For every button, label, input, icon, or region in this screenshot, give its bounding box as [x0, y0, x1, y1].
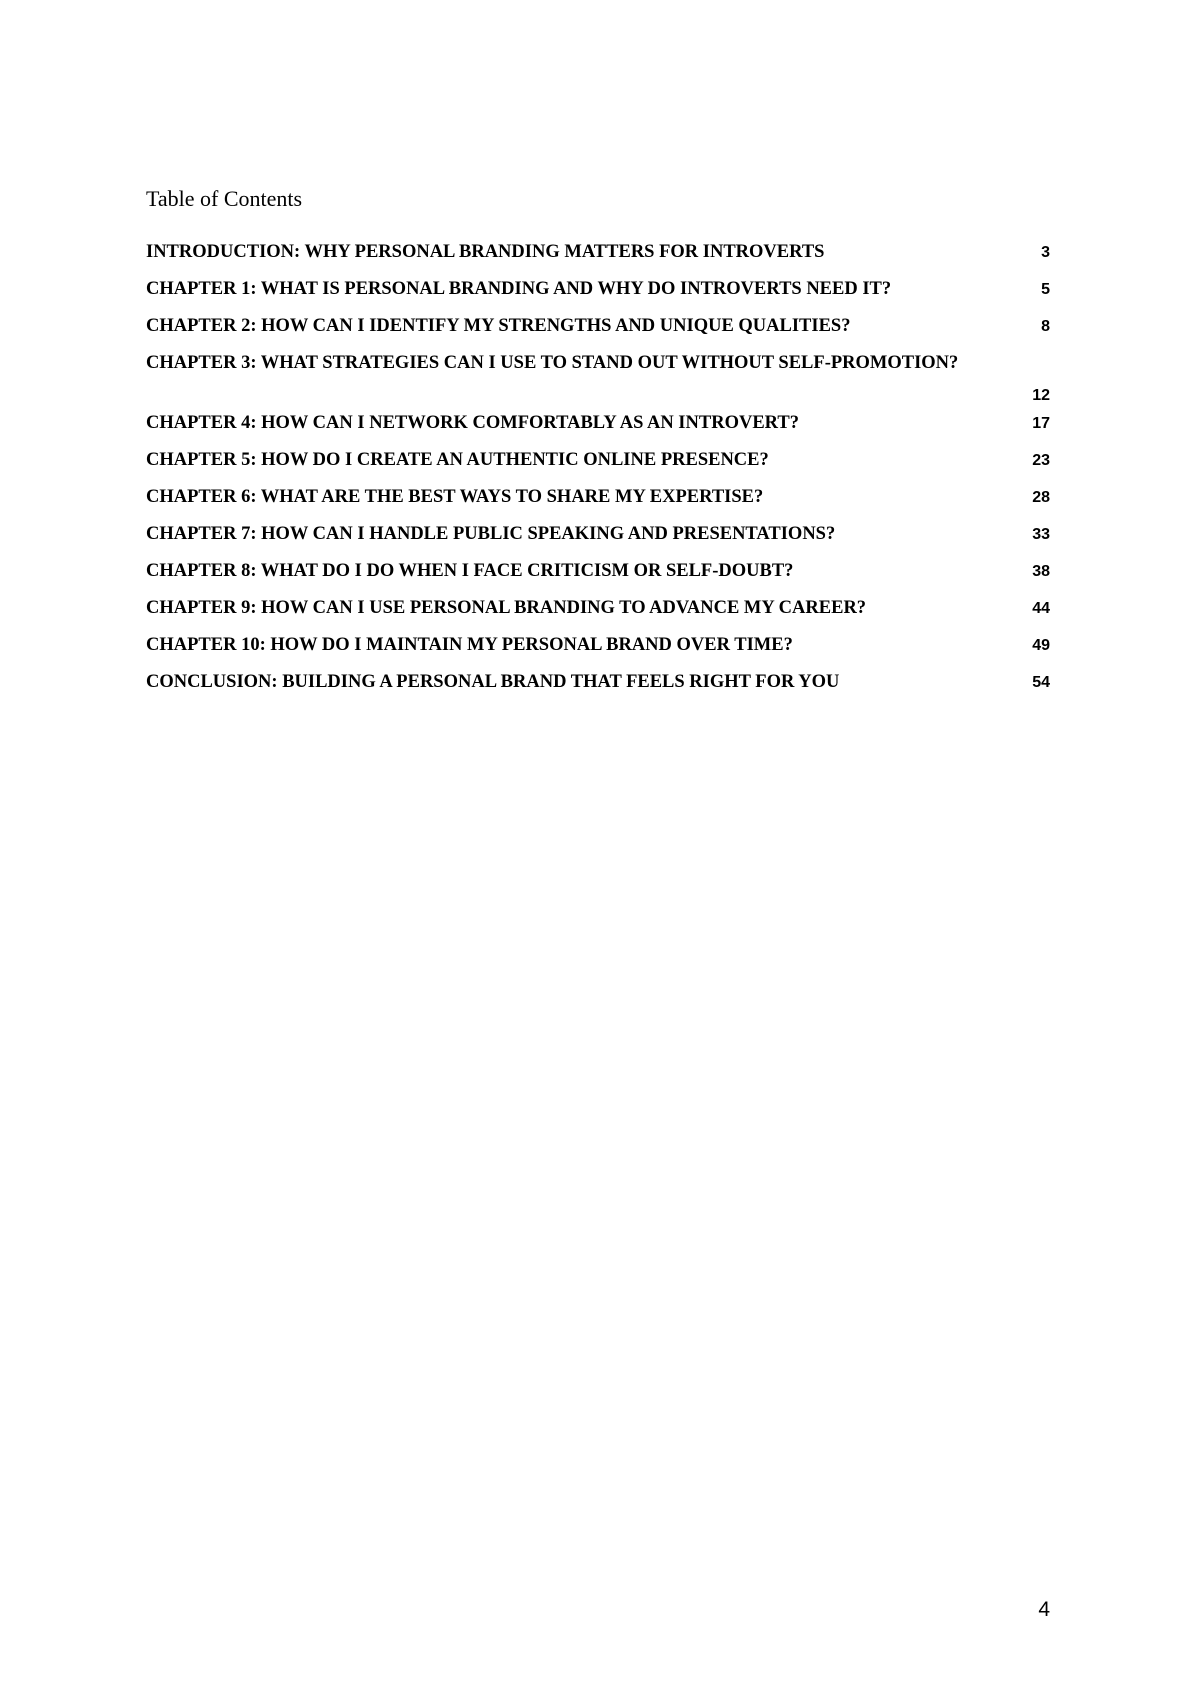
toc-entry-label[interactable]: CHAPTER 7: HOW CAN I HANDLE PUBLIC SPEAKING AND PRESENTATIONS?: [146, 524, 836, 544]
toc-entry-conclusion[interactable]: [146, 670, 1050, 707]
toc-entry-chapter-1[interactable]: [146, 277, 1050, 314]
toc-entry-page-number: 23: [1032, 452, 1050, 469]
toc-entry-label[interactable]: CHAPTER 5: HOW DO I CREATE AN AUTHENTIC ONLINE PRESENCE?: [146, 450, 769, 470]
toc-entry-label[interactable]: CHAPTER 2: HOW CAN I IDENTIFY MY STRENGTHS AND UNIQUE QUALITIES?: [146, 316, 851, 336]
toc-entry-page-number: 38: [1032, 563, 1050, 580]
toc-entry-label[interactable]: CONCLUSION: BUILDING A PERSONAL BRAND THAT FEELS RIGHT FOR YOU: [146, 672, 840, 692]
toc-entry-chapter-6[interactable]: [146, 485, 1050, 522]
toc-entry-chapter-7[interactable]: [146, 522, 1050, 559]
toc-entry-label[interactable]: CHAPTER 8: WHAT DO I DO WHEN I FACE CRITICISM OR SELF-DOUBT?: [146, 561, 794, 581]
toc-entry-page-number: 54: [1032, 674, 1050, 691]
toc-entry-chapter-9[interactable]: [146, 596, 1050, 633]
toc-entry-chapter-8[interactable]: [146, 559, 1050, 596]
toc-entry-label[interactable]: CHAPTER 6: WHAT ARE THE BEST WAYS TO SHARE MY EXPERTISE?: [146, 487, 764, 507]
toc-entry-page-number: 49: [1032, 637, 1050, 654]
toc-entry-page-number: 8: [1041, 318, 1050, 335]
toc-entry-label[interactable]: CHAPTER 9: HOW CAN I USE PERSONAL BRANDING TO ADVANCE MY CAREER?: [146, 598, 867, 618]
toc-entry-introduction[interactable]: [146, 240, 1050, 277]
toc-entry-chapter-5[interactable]: [146, 448, 1050, 485]
toc-entry-chapter-4[interactable]: [146, 411, 1050, 448]
toc-entry-label[interactable]: CHAPTER 4: HOW CAN I NETWORK COMFORTABLY AS AN INTROVERT?: [146, 413, 799, 433]
toc-entry-chapter-10[interactable]: [146, 633, 1050, 670]
toc-entry-page-number: 28: [1032, 489, 1050, 506]
page-number: 4: [1038, 1598, 1050, 1621]
toc-entry-label[interactable]: CHAPTER 10: HOW DO I MAINTAIN MY PERSONAL BRAND OVER TIME?: [146, 635, 793, 655]
toc-entry-page-number: 3: [1041, 244, 1050, 261]
toc-list: [146, 240, 1050, 707]
toc-entry-page-number: 5: [1041, 281, 1050, 298]
toc-entry-page-number: 44: [1032, 600, 1050, 617]
toc-entry-page-number: 17: [1032, 415, 1050, 432]
toc-entry-chapter-3[interactable]: [146, 351, 1050, 411]
toc-entry-page-number: 33: [1032, 526, 1050, 543]
toc-entry-page-number: 12: [1032, 387, 1050, 404]
toc-entry-chapter-2[interactable]: [146, 314, 1050, 351]
toc-entry-label[interactable]: CHAPTER 1: WHAT IS PERSONAL BRANDING AND WHY DO INTROVERTS NEED IT?: [146, 279, 892, 299]
toc-entry-label[interactable]: CHAPTER 3: WHAT STRATEGIES CAN I USE TO STAND OUT WITHOUT SELF-PROMOTION?: [146, 353, 959, 373]
toc-title: Table of Contents: [146, 186, 303, 211]
toc-entry-label[interactable]: INTRODUCTION: WHY PERSONAL BRANDING MATTERS FOR INTROVERTS: [146, 242, 825, 262]
